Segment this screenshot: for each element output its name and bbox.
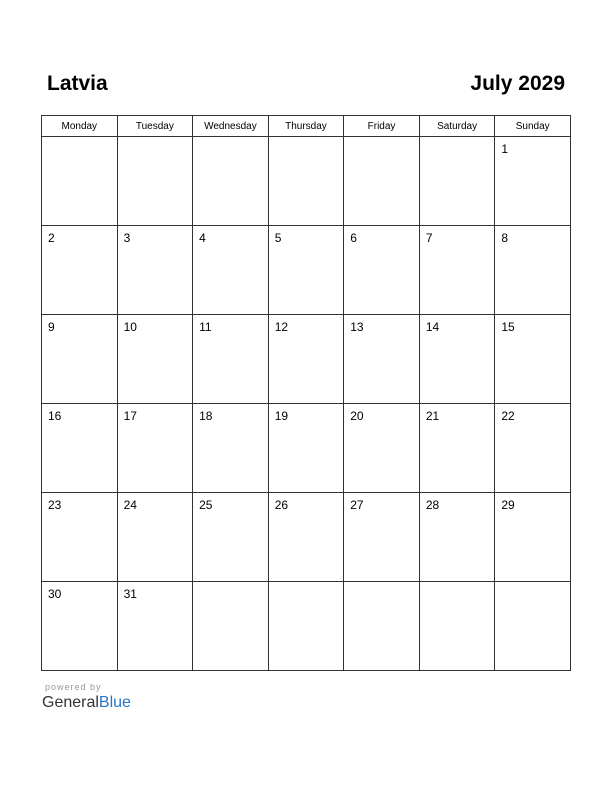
day-cell bbox=[268, 493, 344, 582]
day-number: 5 bbox=[274, 231, 282, 245]
day-cell bbox=[42, 137, 118, 226]
day-cell bbox=[419, 137, 495, 226]
powered-by-text: powered by bbox=[45, 682, 102, 692]
day-number: 13 bbox=[350, 320, 364, 334]
day-number: 14 bbox=[425, 320, 440, 334]
day-cell bbox=[42, 226, 118, 315]
day-cell bbox=[42, 493, 118, 582]
day-number bbox=[344, 137, 419, 142]
calendar-grid bbox=[41, 115, 571, 671]
day-cell bbox=[495, 404, 571, 493]
day-number bbox=[42, 137, 117, 142]
weekday-monday: Monday bbox=[42, 116, 118, 137]
day-number: 12 bbox=[274, 320, 289, 334]
day-cell bbox=[419, 404, 495, 493]
day-cell bbox=[419, 582, 495, 671]
day-cell bbox=[419, 226, 495, 315]
day-cell bbox=[495, 493, 571, 582]
day-number: 1 bbox=[501, 142, 509, 156]
day-cell bbox=[42, 582, 118, 671]
day-number: 4 bbox=[199, 231, 206, 245]
day-number bbox=[344, 582, 419, 587]
day-number: 31 bbox=[123, 587, 137, 601]
day-number: 15 bbox=[501, 320, 515, 334]
day-cell bbox=[117, 582, 193, 671]
day-cell bbox=[193, 315, 269, 404]
generalblue-logo[interactable] bbox=[42, 694, 131, 712]
day-number: 11 bbox=[199, 320, 212, 334]
day-cell bbox=[344, 493, 420, 582]
day-cell bbox=[42, 315, 118, 404]
day-cell bbox=[42, 404, 118, 493]
day-number: 21 bbox=[425, 409, 440, 423]
weekday-thursday: Thursday bbox=[268, 116, 344, 137]
week-row-2 bbox=[42, 226, 571, 315]
day-cell bbox=[344, 582, 420, 671]
day-cell bbox=[344, 404, 420, 493]
day-number: 29 bbox=[501, 498, 515, 512]
day-number: 17 bbox=[123, 409, 137, 423]
brand-blue-text: Blue bbox=[98, 694, 131, 711]
week-row-3 bbox=[42, 315, 571, 404]
weekday-saturday: Saturday bbox=[419, 116, 495, 137]
day-cell bbox=[117, 315, 193, 404]
day-number: 8 bbox=[501, 231, 509, 245]
day-cell bbox=[419, 493, 495, 582]
weekday-header-row bbox=[42, 116, 571, 137]
day-cell bbox=[117, 493, 193, 582]
day-number: 3 bbox=[123, 231, 131, 245]
day-cell bbox=[495, 137, 571, 226]
country-title: Latvia bbox=[47, 72, 108, 95]
day-number: 26 bbox=[274, 498, 289, 512]
day-cell bbox=[193, 493, 269, 582]
weekday-tuesday: Tuesday bbox=[117, 116, 193, 137]
day-number: 20 bbox=[350, 409, 364, 423]
day-cell bbox=[419, 315, 495, 404]
day-number: 22 bbox=[501, 409, 515, 423]
day-number: 16 bbox=[48, 409, 62, 423]
week-row-6 bbox=[42, 582, 571, 671]
week-row-4 bbox=[42, 404, 571, 493]
day-cell bbox=[268, 137, 344, 226]
day-cell bbox=[117, 137, 193, 226]
day-cell bbox=[495, 315, 571, 404]
day-number: 25 bbox=[199, 498, 213, 512]
day-number: 19 bbox=[274, 409, 289, 423]
day-number bbox=[495, 582, 570, 587]
day-number bbox=[269, 582, 344, 587]
day-cell bbox=[344, 137, 420, 226]
day-cell bbox=[117, 226, 193, 315]
day-number: 30 bbox=[48, 587, 62, 601]
weekday-friday: Friday bbox=[344, 116, 420, 137]
day-cell bbox=[344, 226, 420, 315]
day-number: 7 bbox=[425, 231, 433, 245]
day-cell bbox=[193, 137, 269, 226]
week-row-1 bbox=[42, 137, 571, 226]
day-cell bbox=[268, 582, 344, 671]
week-row-5 bbox=[42, 493, 571, 582]
day-number bbox=[193, 137, 268, 142]
day-number: 24 bbox=[123, 498, 137, 512]
day-number: 27 bbox=[350, 498, 364, 512]
day-number: 28 bbox=[425, 498, 440, 512]
day-cell bbox=[268, 226, 344, 315]
day-cell bbox=[495, 582, 571, 671]
brand-general-text: General bbox=[42, 694, 99, 711]
day-number: 10 bbox=[123, 320, 137, 334]
day-number bbox=[269, 137, 344, 142]
day-cell bbox=[193, 404, 269, 493]
day-number bbox=[420, 582, 495, 587]
day-number: 18 bbox=[199, 409, 213, 423]
month-year-title: July 2029 bbox=[470, 72, 565, 95]
day-cell bbox=[268, 404, 344, 493]
weekday-wednesday: Wednesday bbox=[193, 116, 269, 137]
day-number: 2 bbox=[48, 231, 55, 245]
day-number: 6 bbox=[350, 231, 357, 245]
day-cell bbox=[193, 582, 269, 671]
day-cell bbox=[268, 315, 344, 404]
day-number: 9 bbox=[48, 320, 55, 334]
weekday-sunday: Sunday bbox=[495, 116, 571, 137]
day-number: 23 bbox=[48, 498, 62, 512]
day-number bbox=[118, 137, 193, 142]
day-cell bbox=[344, 315, 420, 404]
day-cell bbox=[193, 226, 269, 315]
day-number bbox=[420, 137, 495, 142]
day-number bbox=[193, 582, 268, 587]
day-cell bbox=[495, 226, 571, 315]
day-cell bbox=[117, 404, 193, 493]
